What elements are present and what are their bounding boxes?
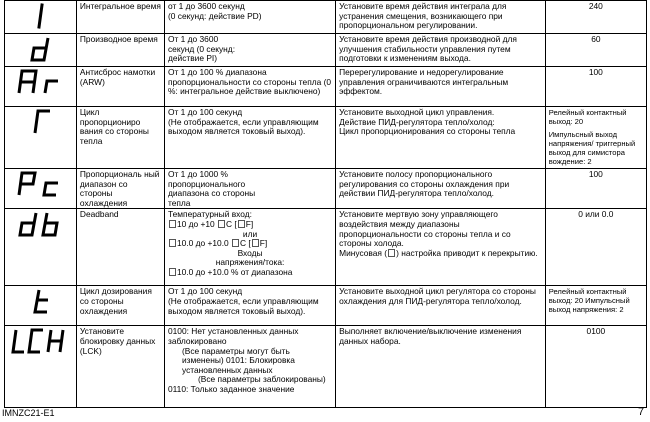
symbol-cell bbox=[5, 67, 77, 107]
range-line: 0110: Только заданное значение bbox=[167, 383, 295, 394]
param-default: 100 bbox=[545, 67, 646, 107]
range-line: (Все параметры заблокированы) bbox=[197, 374, 326, 385]
param-description: Установите время действия производной для улучшения стабильности управления путем подготовки к изменениям выхода. bbox=[336, 34, 546, 67]
param-name: Пропорциональ ный диапазон со стороны охлаждения bbox=[76, 169, 164, 209]
param-description: Установите выходной цикл регулятора со стороны охлаждения для ПИД-регулятора тепло/холод. bbox=[336, 286, 546, 326]
range-line: 10.0 до +10.0 % от диапазона bbox=[168, 268, 332, 278]
param-range bbox=[164, 209, 335, 286]
param-range: От 1 до 100 секунд (Не отображается, если управляющим выходом является токовый выход). bbox=[164, 286, 335, 326]
symbol-cell bbox=[5, 286, 77, 326]
table-row bbox=[5, 286, 647, 326]
symbol-cell bbox=[5, 169, 77, 209]
seg-display-d-icon bbox=[18, 36, 62, 62]
unknown-char-icon bbox=[252, 239, 259, 247]
param-range: От 1 до 100 % диапазона пропорциональности со стороны тепла (0 %: интегральное действие выключено) bbox=[164, 67, 335, 107]
table-row bbox=[5, 1, 647, 34]
table-row bbox=[5, 67, 647, 107]
page-number: 7 bbox=[638, 406, 645, 418]
unknown-char-icon bbox=[169, 220, 176, 228]
range-header: Температурный вход: bbox=[167, 209, 252, 220]
table-row bbox=[5, 326, 647, 408]
range-line: напряжения/тока: bbox=[215, 257, 285, 268]
seg-display-pc-icon bbox=[11, 171, 69, 197]
param-name: Антисброс намотки (ARW) bbox=[76, 67, 164, 107]
default-line: Импульсный выход напряжения/ триггерный выход для симистора вождение: 2 bbox=[548, 130, 636, 166]
param-name: Установите блокировку данных (LCK) bbox=[76, 326, 164, 408]
symbol-cell bbox=[5, 326, 77, 408]
param-name: Цикл дозирования со стороны охлаждения bbox=[76, 286, 164, 326]
range-line: Входы bbox=[237, 247, 263, 258]
symbol-cell bbox=[5, 1, 77, 34]
default-line: Релейный контактный выход: 20 bbox=[548, 108, 627, 126]
seg-display-ar-icon bbox=[11, 69, 69, 95]
seg-display-t-icon bbox=[18, 288, 62, 314]
param-name: Производное время bbox=[76, 34, 164, 67]
parameter-table bbox=[4, 0, 647, 408]
param-range: От 1 до 100 секунд (Не отображается, если управляющим выходом является токовый выход). bbox=[164, 107, 335, 169]
param-name: Deadband bbox=[76, 209, 164, 286]
param-range: от 1 до 3600 секунд (0 секунд: действие PD) bbox=[164, 1, 335, 34]
unknown-char-icon bbox=[388, 249, 395, 257]
param-range bbox=[164, 326, 335, 408]
seg-display-i-icon bbox=[18, 3, 62, 29]
table-row bbox=[5, 107, 647, 169]
document-code: IMNZC21-E1 bbox=[2, 408, 55, 418]
param-range: От 1 до 1000 % пропорционального диапазона со стороны тепла bbox=[164, 169, 335, 209]
symbol-cell bbox=[5, 107, 77, 169]
param-range: От 1 до 3600 секунд (0 секунд: действие PI) bbox=[164, 34, 335, 67]
param-description: Установите время действия интеграла для устранения смещения, возникающего при пропорциональном регулировании. bbox=[336, 1, 546, 34]
param-name: Интегральное время bbox=[76, 1, 164, 34]
range-line: или bbox=[242, 228, 258, 239]
param-description: Установите выходной цикл управления. Действие ПИД-регулятора тепло/холод: Цикл пропорционирования со стороны тепла bbox=[336, 107, 546, 169]
param-description: Перерегулирование и недорегулирование управления ограничиваются интегральным эффектом. bbox=[336, 67, 546, 107]
param-default: 100 bbox=[545, 169, 646, 209]
desc-text: Минусовая ( ) настройка приводит к перекрытию. bbox=[339, 247, 538, 258]
range-line: 10.0 до +10.0 C [ F] bbox=[168, 239, 332, 249]
param-name: Цикл пропорциониро вания со стороны тепла bbox=[76, 107, 164, 169]
param-default: 0100 bbox=[545, 326, 646, 408]
unknown-char-icon bbox=[218, 220, 225, 228]
range-line: (Все параметры могут быть изменены) 0101: Блокировка установленных данных bbox=[181, 345, 295, 375]
param-default: 60 bbox=[545, 34, 646, 67]
param-description: Установите полосу пропорционального регулирования со стороны охлаждения при действии ПИД-регулятора тепло/холод. bbox=[336, 169, 546, 209]
table-row bbox=[5, 169, 647, 209]
param-default: Релейный контактный выход: 20 Импульсный выход напряжения: 2 bbox=[545, 286, 646, 326]
seg-display-gamma-icon bbox=[18, 109, 62, 135]
param-default bbox=[545, 107, 646, 169]
param-description: Выполняет включение/выключение изменения данных набора. bbox=[336, 326, 546, 408]
table-row bbox=[5, 209, 647, 286]
unknown-char-icon bbox=[232, 239, 239, 247]
range-line: 0100: Нет установленных данных заблокировано bbox=[167, 326, 299, 346]
unknown-char-icon bbox=[169, 239, 176, 247]
symbol-cell bbox=[5, 34, 77, 67]
param-default: 240 bbox=[545, 1, 646, 34]
unknown-char-icon bbox=[238, 220, 245, 228]
param-description bbox=[336, 209, 546, 286]
seg-display-lck-icon bbox=[8, 328, 72, 354]
desc-text: Установите мертвую зону управляющего воздействия между диапазоны пропорциональности со стороны тепла и со стороны холода. bbox=[339, 209, 511, 249]
table-row bbox=[5, 34, 647, 67]
symbol-cell bbox=[5, 209, 77, 286]
param-default: 0 или 0.0 bbox=[545, 209, 646, 286]
range-line: 10 до +10 C [ F] bbox=[168, 220, 332, 230]
seg-display-db-icon bbox=[11, 211, 69, 237]
unknown-char-icon bbox=[169, 268, 176, 276]
